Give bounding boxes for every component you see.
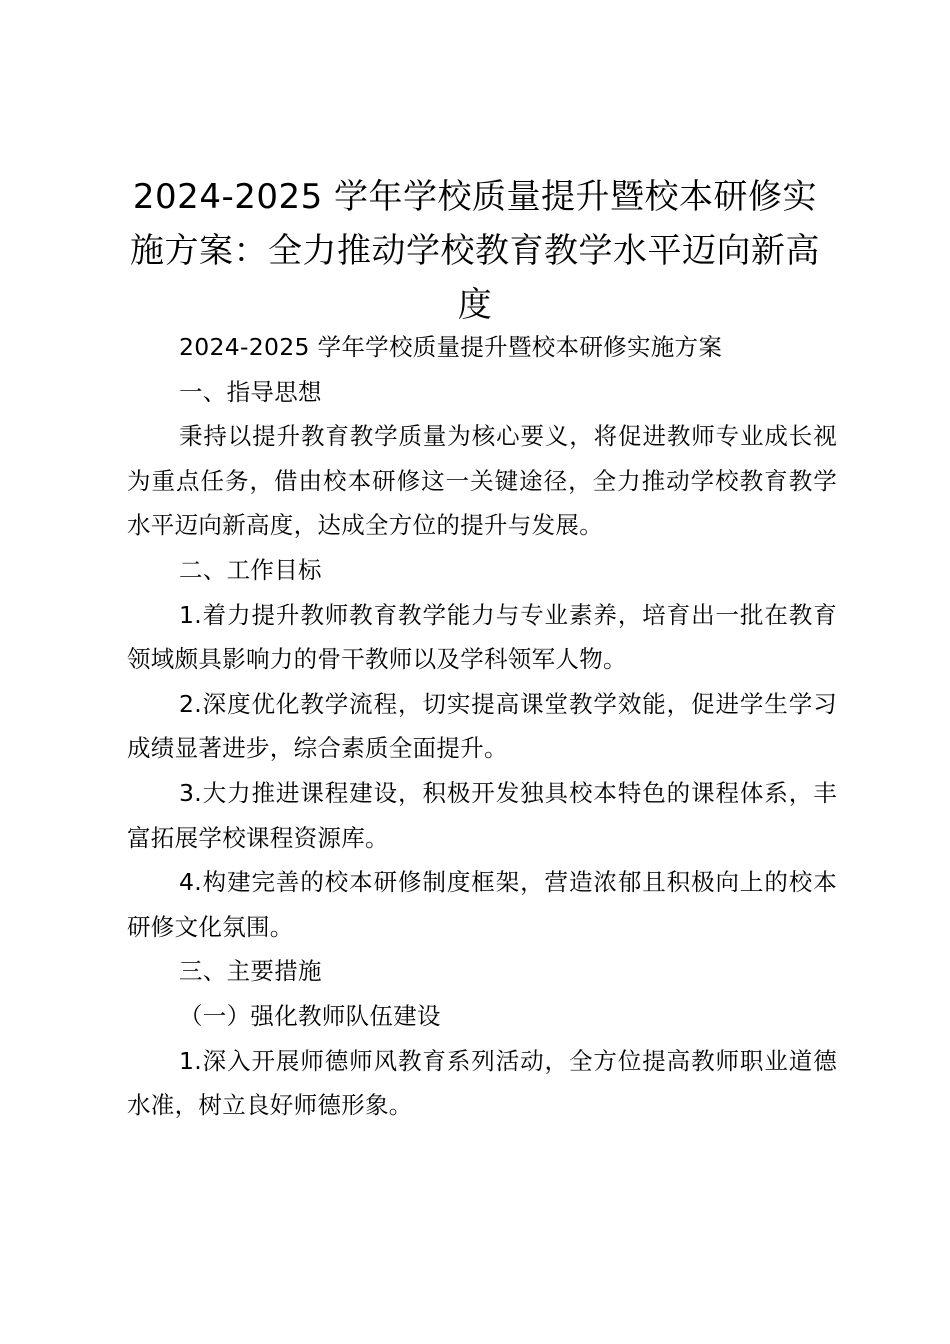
- section-heading-guiding-ideology: 一、指导思想: [179, 377, 322, 406]
- goal-item-1: 1.着力提升教师教育教学能力与专业素养，培育出一批在教育领域颇具影响力的骨干教师以及学科领军人物。: [127, 600, 837, 674]
- section-heading-work-goals: 二、工作目标: [179, 555, 322, 584]
- goal-item-2: 2.深度优化教学流程，切实提高课堂教学效能，促进学生学习成绩显著进步，综合素质全面提升。: [127, 689, 837, 763]
- document-title: 2024-2025 学年学校质量提升暨校本研修实施方案：全力推动学校教育教学水平迈向新高度: [130, 177, 820, 325]
- goal-item-3: 3.大力推进课程建设，积极开发独具校本特色的课程体系，丰富拓展学校课程资源库。: [127, 778, 837, 852]
- subtitle-paragraph: 2024-2025 学年学校质量提升暨校本研修实施方案: [179, 333, 723, 361]
- section-heading-main-measures: 三、主要措施: [179, 957, 322, 986]
- measure-item-1: 1.深入开展师德师风教育系列活动，全方位提高教师职业道德水准，树立良好师德形象。: [127, 1046, 837, 1120]
- goal-item-4: 4.构建完善的校本研修制度框架，营造浓郁且积极向上的校本研修文化氛围。: [127, 868, 837, 941]
- subsection-heading-teacher-team: （一）强化教师队伍建设: [179, 1001, 441, 1030]
- document-body: [127, 325, 837, 1128]
- paragraph-guiding-ideology: 秉持以提升教育教学质量为核心要义，将促进教师专业成长视为重点任务，借由校本研修这一关键途径，全力推动学校教育教学水平迈向新高度，达成全方位的提升与发展。: [127, 422, 837, 540]
